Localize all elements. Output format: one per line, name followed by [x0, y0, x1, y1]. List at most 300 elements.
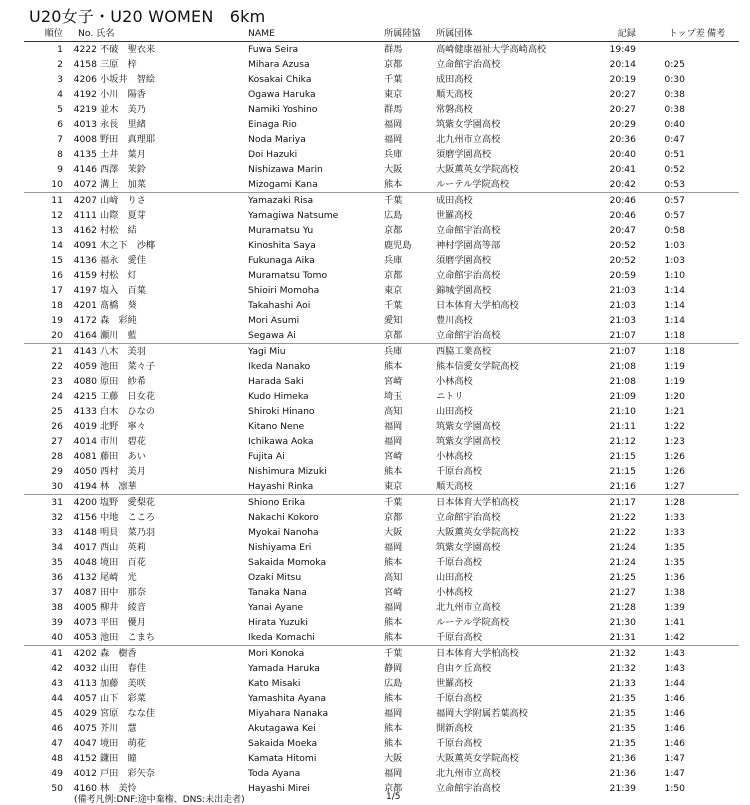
cell-name-en: Myokai Nanoha — [248, 527, 319, 538]
cell-name: 八木 美羽 — [100, 344, 248, 360]
cell-name: 林 美怜 — [100, 783, 137, 794]
cell-gap: 0:25 — [664, 59, 685, 70]
cell-time: 21:22 — [609, 527, 636, 538]
cell-team: 北九州市立高校 — [436, 768, 501, 779]
cell-bib-no: 4158 — [73, 59, 97, 70]
cell-gap: 1:38 — [664, 587, 685, 598]
cell-rank: 35 — [51, 557, 63, 568]
cell-team: 立命館宇治高校 — [436, 783, 501, 794]
cell-time: 21:35 — [609, 738, 636, 749]
cell-remarks — [707, 570, 739, 585]
cell-prefecture: 福岡 — [384, 119, 403, 130]
cell-remarks — [707, 479, 739, 495]
cell-name: 不破 聖衣来 — [100, 44, 156, 55]
cell-bib-no: 4080 — [73, 376, 97, 387]
cell-prefecture: 熊本 — [384, 466, 403, 477]
cell-rank: 11 — [24, 193, 66, 209]
cell-time: 21:36 — [609, 768, 636, 779]
cell-remarks — [707, 328, 739, 344]
cell-team: 北九州市立高校 — [436, 602, 501, 613]
cell-time: 21:08 — [609, 361, 636, 372]
cell-rank: 21 — [24, 344, 66, 360]
cell-bib-no: 4192 — [73, 89, 97, 100]
cell-team: 神村学園高等部 — [436, 240, 501, 251]
cell-time: 21:08 — [609, 376, 636, 387]
cell-remarks — [707, 147, 739, 162]
cell-name-en: Takahashi Aoi — [248, 300, 311, 311]
cell-remarks — [707, 374, 739, 389]
cell-bib-no: 4111 — [73, 210, 97, 221]
page-title: U20女子・U20 WOMEN 6km — [29, 7, 266, 26]
cell-gap: 1:47 — [664, 768, 685, 779]
cell-time: 21:24 — [609, 542, 636, 553]
cell-gap: 1:35 — [664, 557, 685, 568]
cell-gap: 1:42 — [664, 632, 685, 643]
cell-gap: 1:03 — [664, 240, 685, 251]
cell-time: 20:46 — [609, 210, 636, 221]
cell-rank: 43 — [51, 678, 63, 689]
cell-bib-no: 4201 — [73, 300, 97, 311]
cell-rank: 7 — [57, 134, 63, 145]
cell-name: 山田 春佳 — [100, 663, 146, 674]
cell-name: 瀬川 藍 — [100, 330, 137, 341]
cell-remarks — [707, 87, 739, 102]
cell-prefecture: 熊本 — [384, 361, 403, 372]
cell-name-en: Ikeda Nanako — [248, 361, 311, 372]
cell-team: 開新高校 — [436, 723, 473, 734]
cell-name: 山下 彩菜 — [100, 693, 146, 704]
cell-name-en: Nishiyama Eri — [248, 542, 312, 553]
cell-rank: 19 — [51, 315, 63, 326]
cell-remarks — [707, 177, 739, 193]
cell-team: 高崎健康福祉大学高崎高校 — [436, 44, 547, 55]
cell-rank: 12 — [51, 210, 63, 221]
cell-prefecture: 京都 — [384, 783, 403, 794]
cell-name: 加藤 美咲 — [100, 678, 146, 689]
cell-time: 20:46 — [586, 193, 640, 209]
cell-time: 20:40 — [609, 149, 636, 160]
table-row — [24, 555, 739, 570]
cell-prefecture: 東京 — [384, 285, 403, 296]
cell-team: 千原台高校 — [436, 693, 482, 704]
cell-name-en: Hirata Yuzuki — [248, 617, 308, 628]
cell-gap — [640, 42, 707, 58]
cell-prefecture: 兵庫 — [384, 344, 436, 360]
cell-time: 20:27 — [609, 89, 636, 100]
cell-prefecture: 千葉 — [384, 74, 403, 85]
cell-team: 筑紫女学園高校 — [436, 436, 501, 447]
cell-bib-no: 4048 — [73, 557, 97, 568]
cell-bib-no: 4152 — [73, 753, 97, 764]
cell-prefecture: 大阪 — [384, 753, 403, 764]
cell-name: 西澤 茉鈴 — [100, 164, 146, 175]
cell-name-en: Yamazaki Risa — [248, 193, 384, 209]
cell-remarks — [707, 313, 739, 328]
cell-team: 大阪薫英女学院高校 — [436, 753, 519, 764]
cell-team: 熊本信愛女学院高校 — [436, 361, 519, 372]
cell-name: 尾崎 光 — [100, 572, 137, 583]
cell-name-en: Nishizawa Marin — [248, 164, 323, 175]
cell-rank: 18 — [51, 300, 63, 311]
cell-prefecture: 熊本 — [384, 723, 403, 734]
cell-name: 山﨑 りさ — [100, 193, 248, 209]
cell-name-en: Harada Saki — [248, 376, 304, 387]
cell-bib-no: 4202 — [66, 646, 100, 662]
col-header-rank: 順位 — [24, 26, 66, 42]
table-row — [24, 177, 739, 193]
cell-gap: 0:38 — [664, 104, 685, 115]
table-row — [24, 132, 739, 147]
cell-gap: 1:44 — [664, 678, 685, 689]
table-row — [24, 328, 739, 344]
cell-prefecture: 静岡 — [384, 663, 403, 674]
cell-name: 塩入 百葉 — [100, 285, 146, 296]
cell-gap: 1:10 — [664, 270, 685, 281]
cell-rank: 25 — [51, 406, 63, 417]
cell-name: 境田 百花 — [100, 557, 146, 568]
cell-name: 白木 ひなの — [100, 406, 156, 417]
cell-time: 21:32 — [586, 646, 640, 662]
cell-rank: 13 — [51, 225, 63, 236]
cell-name-en: Hayashi Rinka — [248, 481, 314, 492]
cell-gap: 1:50 — [664, 783, 685, 794]
cell-prefecture: 千葉 — [384, 193, 436, 209]
cell-name: 中地 こころ — [100, 512, 156, 523]
cell-bib-no: 4012 — [73, 768, 97, 779]
cell-rank: 15 — [51, 255, 63, 266]
cell-name: 小坂井 智絵 — [100, 74, 156, 85]
cell-name: 池田 菜々子 — [100, 361, 156, 372]
cell-prefecture: 兵庫 — [384, 149, 403, 160]
cell-name: 溝上 加菜 — [100, 179, 146, 190]
table-row — [24, 162, 739, 177]
cell-gap: 0:30 — [664, 74, 685, 85]
cell-name-en: Shiroki Hinano — [248, 406, 315, 417]
table-row — [24, 268, 739, 283]
cell-remarks — [707, 72, 739, 87]
cell-time: 20:41 — [609, 164, 636, 175]
cell-bib-no: 4087 — [73, 587, 97, 598]
cell-team: 筑紫女学園高校 — [436, 542, 501, 553]
cell-team: 北九州市立高校 — [436, 134, 501, 145]
cell-rank: 36 — [51, 572, 63, 583]
cell-name: 戸田 彩矢奈 — [100, 768, 156, 779]
cell-prefecture: 福岡 — [384, 134, 403, 145]
cell-gap: 1:19 — [664, 361, 685, 372]
cell-remarks — [707, 389, 739, 404]
cell-gap: 1:39 — [664, 602, 685, 613]
cell-name-en: Fujita Ai — [248, 451, 285, 462]
cell-team: 大阪薫英女学院高校 — [436, 164, 519, 175]
cell-team: 日本体育大学柏高校 — [436, 300, 519, 311]
cell-gap: 1:46 — [664, 738, 685, 749]
cell-gap: 1:14 — [664, 300, 685, 311]
cell-name-en: Mizogami Kana — [248, 179, 318, 190]
table-row — [24, 766, 739, 781]
cell-name-en: Miyahara Nanaka — [248, 708, 329, 719]
cell-team: 立命館宇治高校 — [436, 225, 501, 236]
cell-rank: 48 — [51, 753, 63, 764]
cell-name: 土井 葉月 — [100, 149, 146, 160]
cell-name-en: Hayashi Mirei — [248, 783, 310, 794]
table-row — [24, 600, 739, 615]
cell-rank: 37 — [51, 587, 63, 598]
cell-prefecture: 大阪 — [384, 527, 403, 538]
cell-bib-no: 4008 — [73, 134, 97, 145]
table-row — [24, 434, 739, 449]
cell-name-en: Muramatsu Yu — [248, 225, 314, 236]
cell-rank: 9 — [57, 164, 63, 175]
table-row — [24, 117, 739, 132]
cell-name: 境田 萌花 — [100, 738, 146, 749]
cell-bib-no: 4197 — [73, 285, 97, 296]
cell-remarks — [707, 223, 739, 238]
cell-gap: 1:43 — [664, 663, 685, 674]
cell-name: 永長 里緒 — [100, 119, 146, 130]
cell-remarks — [707, 766, 739, 781]
cell-rank: 45 — [51, 708, 63, 719]
cell-name-en: Yagi Miu — [248, 344, 384, 360]
cell-remarks — [707, 404, 739, 419]
cell-bib-no: 4164 — [73, 330, 97, 341]
cell-gap: 1:35 — [664, 542, 685, 553]
cell-rank: 8 — [57, 149, 63, 160]
cell-gap: 1:19 — [664, 376, 685, 387]
cell-name: 西山 英莉 — [100, 542, 146, 553]
cell-prefecture: 宮崎 — [384, 376, 403, 387]
cell-remarks — [707, 162, 739, 177]
table-row — [24, 208, 739, 223]
cell-bib-no: 4215 — [73, 391, 97, 402]
cell-name-en: Sakaida Moeka — [248, 738, 318, 749]
cell-rank: 47 — [51, 738, 63, 749]
cell-name: 芥川 慧 — [100, 723, 137, 734]
cell-rank: 46 — [51, 723, 63, 734]
cell-prefecture: 広島 — [384, 678, 403, 689]
cell-time: 21:22 — [609, 512, 636, 523]
cell-gap: 1:22 — [664, 421, 685, 432]
cell-gap: 1:18 — [664, 330, 685, 341]
table-row — [24, 102, 739, 117]
cell-gap: 1:18 — [640, 344, 707, 360]
col-header-remarks: 備考 — [707, 26, 739, 42]
cell-prefecture: 埼玉 — [384, 391, 403, 402]
cell-name-en: Toda Ayana — [248, 768, 301, 779]
cell-time: 20:47 — [609, 225, 636, 236]
cell-remarks — [707, 253, 739, 268]
cell-prefecture: 熊本 — [384, 738, 403, 749]
cell-remarks — [707, 585, 739, 600]
cell-remarks — [707, 268, 739, 283]
cell-team: 筑紫女学園高校 — [436, 421, 501, 432]
cell-rank: 50 — [51, 783, 63, 794]
table-row — [24, 449, 739, 464]
cell-time: 21:31 — [609, 632, 636, 643]
cell-prefecture: 熊本 — [384, 557, 403, 568]
cell-name-en: Yamada Haruka — [248, 663, 320, 674]
cell-bib-no: 4132 — [73, 572, 97, 583]
cell-rank: 14 — [51, 240, 63, 251]
cell-name: 村松 結 — [100, 225, 137, 236]
cell-time: 20:42 — [609, 179, 636, 190]
cell-rank: 30 — [51, 481, 63, 492]
page-number: 1/5 — [386, 792, 401, 802]
cell-rank: 22 — [51, 361, 63, 372]
cell-remarks — [707, 721, 739, 736]
col-header-time: 記録 — [586, 26, 640, 42]
cell-prefecture: 鹿児島 — [384, 240, 412, 251]
cell-team: ニトリ — [436, 391, 464, 402]
cell-rank: 4 — [57, 89, 63, 100]
cell-time: 21:28 — [609, 602, 636, 613]
cell-name: 福永 愛佳 — [100, 255, 146, 266]
cell-time: 21:35 — [609, 723, 636, 734]
cell-name: 鎌田 瞳 — [100, 753, 137, 764]
cell-name-en: Mihara Azusa — [248, 59, 310, 70]
cell-rank: 17 — [51, 285, 63, 296]
cell-name-en: Einaga Rio — [248, 119, 297, 130]
cell-team: 立命館宇治高校 — [436, 512, 501, 523]
cell-name: 木之下 沙椰 — [100, 240, 156, 251]
cell-time: 21:35 — [609, 708, 636, 719]
cell-prefecture: 高知 — [384, 406, 403, 417]
cell-gap: 0:57 — [664, 210, 685, 221]
table-row — [24, 374, 739, 389]
table-row — [24, 389, 739, 404]
cell-name-en: Doi Hazuki — [248, 149, 298, 160]
table-header-row — [24, 26, 739, 42]
cell-bib-no: 4050 — [73, 466, 97, 477]
cell-name-en: Yamashita Ayana — [248, 693, 327, 704]
cell-bib-no: 4005 — [73, 602, 97, 613]
cell-team: 千原台高校 — [436, 557, 482, 568]
cell-rank: 5 — [57, 104, 63, 115]
cell-remarks — [707, 344, 739, 360]
cell-bib-no: 4162 — [73, 225, 97, 236]
cell-gap: 1:46 — [664, 708, 685, 719]
cell-gap: 1:21 — [664, 406, 685, 417]
cell-remarks — [707, 102, 739, 117]
cell-name: 髙橋 葵 — [100, 300, 137, 311]
table-row — [24, 630, 739, 646]
cell-rank: 23 — [51, 376, 63, 387]
cell-remarks — [707, 57, 739, 72]
cell-remarks — [707, 510, 739, 525]
cell-prefecture: 千葉 — [384, 495, 436, 511]
cell-team: 千原台高校 — [436, 738, 482, 749]
cell-prefecture: 福岡 — [384, 708, 403, 719]
cell-rank: 16 — [51, 270, 63, 281]
cell-gap: 0:40 — [664, 119, 685, 130]
cell-time: 20:52 — [609, 240, 636, 251]
cell-prefecture: 広島 — [384, 210, 403, 221]
cell-team: 須磨学園高校 — [436, 255, 492, 266]
cell-name-en: Ichikawa Aoka — [248, 436, 314, 447]
cell-team: 日本体育大学柏高校 — [436, 495, 586, 511]
cell-bib-no: 4148 — [73, 527, 97, 538]
cell-rank: 24 — [51, 391, 63, 402]
cell-prefecture: 東京 — [384, 481, 403, 492]
cell-time: 20:59 — [609, 270, 636, 281]
cell-gap: 1:14 — [664, 315, 685, 326]
table-row — [24, 721, 739, 736]
cell-prefecture: 兵庫 — [384, 255, 403, 266]
cell-name: 藤田 あい — [100, 451, 146, 462]
cell-team: 千原台高校 — [436, 632, 482, 643]
cell-gap: 1:46 — [664, 723, 685, 734]
cell-time: 21:07 — [586, 344, 640, 360]
cell-bib-no: 4017 — [73, 542, 97, 553]
cell-prefecture: 千葉 — [384, 300, 403, 311]
cell-name: 工藤 日女花 — [100, 391, 156, 402]
cell-rank: 29 — [51, 466, 63, 477]
cell-team: 順天高校 — [436, 481, 473, 492]
cell-rank: 38 — [51, 602, 63, 613]
cell-time: 21:15 — [609, 466, 636, 477]
cell-remarks — [707, 646, 739, 662]
cell-name: 小川 陽香 — [100, 89, 146, 100]
cell-team: 西脇工業高校 — [436, 344, 586, 360]
cell-gap: 1:23 — [664, 436, 685, 447]
cell-rank: 42 — [51, 663, 63, 674]
table-row — [24, 736, 739, 751]
cell-prefecture: 熊本 — [384, 617, 403, 628]
cell-time: 21:03 — [609, 300, 636, 311]
cell-name-en: Ikeda Komachi — [248, 632, 315, 643]
table-row — [24, 751, 739, 766]
table-row — [24, 238, 739, 253]
cell-name-en: Ozaki Mitsu — [248, 572, 302, 583]
cell-gap: 1:33 — [664, 527, 685, 538]
cell-remarks — [707, 555, 739, 570]
cell-name: 森 樹香 — [100, 646, 248, 662]
cell-remarks — [707, 464, 739, 479]
cell-team: 山田高校 — [436, 406, 473, 417]
cell-time: 21:10 — [609, 406, 636, 417]
cell-bib-no: 4075 — [73, 723, 97, 734]
cell-bib-no: 4032 — [73, 663, 97, 674]
cell-time: 20:52 — [609, 255, 636, 266]
cell-remarks — [707, 132, 739, 147]
table-row — [24, 419, 739, 434]
table-row — [24, 661, 739, 676]
cell-rank: 49 — [51, 768, 63, 779]
cell-team: 日本体育大学柏高校 — [436, 646, 586, 662]
cell-bib-no: 4081 — [73, 451, 97, 462]
cell-remarks — [707, 449, 739, 464]
cell-remarks — [707, 600, 739, 615]
cell-remarks — [707, 736, 739, 751]
cell-rank: 40 — [51, 632, 63, 643]
cell-remarks — [707, 193, 739, 209]
table-row — [24, 495, 739, 511]
cell-time: 20:14 — [609, 59, 636, 70]
cell-name-en: Kinoshita Saya — [248, 240, 316, 251]
table-row — [24, 540, 739, 555]
cell-bib-no: 4133 — [73, 406, 97, 417]
cell-time: 21:17 — [586, 495, 640, 511]
cell-name-en: Kudo Himeka — [248, 391, 309, 402]
cell-bib-no: 4053 — [73, 632, 97, 643]
table-row — [24, 525, 739, 540]
cell-time: 21:36 — [609, 753, 636, 764]
cell-gap: 0:57 — [640, 193, 707, 209]
cell-rank: 33 — [51, 527, 63, 538]
cell-gap: 0:38 — [664, 89, 685, 100]
cell-bib-no: 4014 — [73, 436, 97, 447]
cell-gap: 1:03 — [664, 255, 685, 266]
cell-time: 21:16 — [609, 481, 636, 492]
